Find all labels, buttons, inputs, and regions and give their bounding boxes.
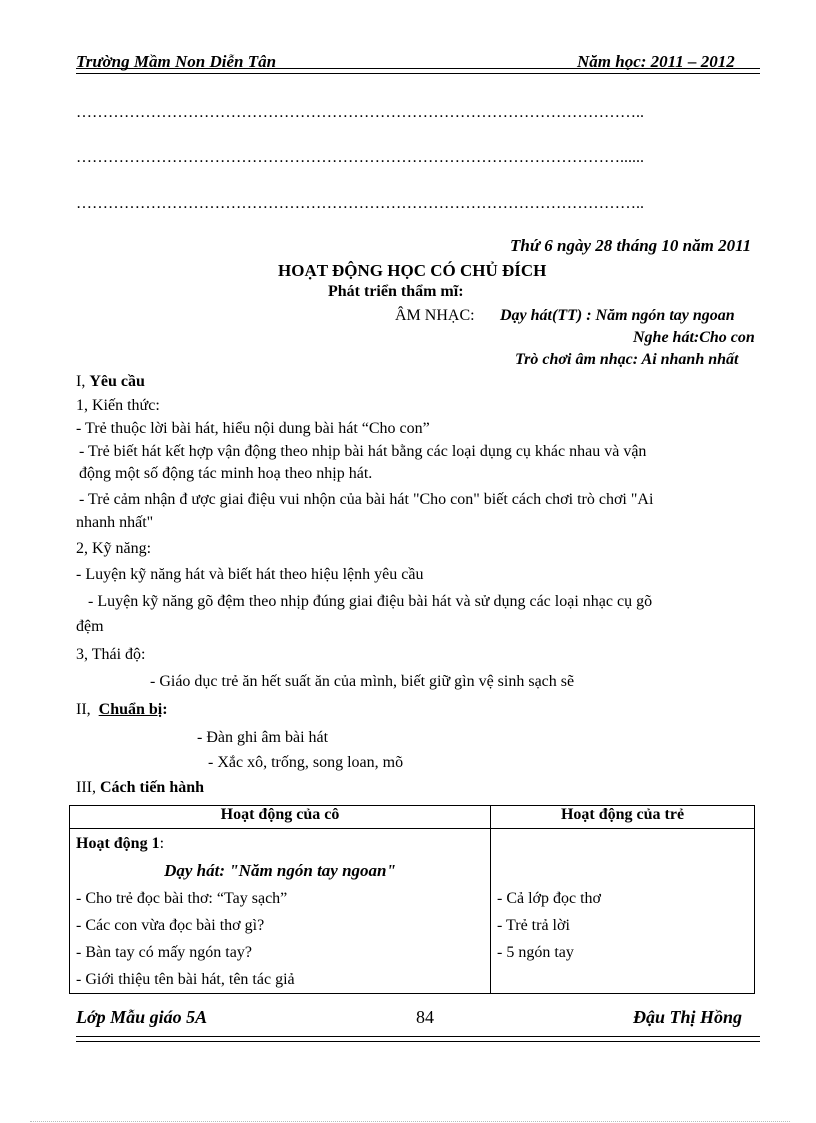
procedure-heading: III, Cách tiến hành (76, 779, 205, 796)
music-game: Trò chơi âm nhạc: Ai nhanh nhất (515, 351, 739, 368)
school-name: Trường Mầm Non Diễn Tân (76, 52, 277, 71)
knowledge-item-cont: nhanh nhất" (76, 514, 154, 531)
page-title: HOẠT ĐỘNG HỌC CÓ CHỦ ĐÍCH (278, 261, 547, 280)
child-step: - 5 ngón tay (497, 944, 574, 961)
column-header-child: Hoạt động của trẻ (491, 806, 755, 829)
knowledge-item: - Trẻ cảm nhận đ ược giai điệu vui nhộn của bài hát "Cho con" biết cách chơi trò chơi "Ai (79, 491, 654, 508)
requirements-heading: I, Yêu cầu (76, 373, 145, 390)
teacher-step: - Các con vừa đọc bài thơ gì? (76, 917, 265, 934)
child-activity-cell (491, 829, 755, 994)
skills-item: - Luyện kỹ năng gõ đệm theo nhịp đúng giai điệu bài hát và sử dụng các loại nhạc cụ gõ (88, 593, 653, 610)
music-listen: Nghe hát:Cho con (633, 329, 755, 346)
teacher-step: - Cho trẻ đọc bài thơ: “Tay sạch” (76, 890, 288, 907)
table-header-row (70, 806, 755, 829)
teacher-step: - Bàn tay có mấy ngón tay? (76, 944, 252, 961)
teacher-activity-cell (70, 829, 491, 994)
dotted-line: …………………………………………………………………………………………….. (76, 195, 644, 212)
activity-title: Dạy hát: "Năm ngón tay ngoan" (164, 861, 396, 880)
skills-item: - Luyện kỹ năng hát và biết hát theo hiệu lệnh yêu cầu (76, 566, 424, 583)
footer-teacher: Đậu Thị Hồng (633, 1007, 743, 1027)
page-number: 84 (416, 1007, 434, 1027)
attitude-item: - Giáo dục trẻ ăn hết suất ăn của mình, biết giữ gìn vệ sinh sạch sẽ (150, 673, 575, 690)
teacher-step: - Giới thiệu tên bài hát, tên tác giả (76, 971, 295, 988)
music-label: ÂM NHẠC: (395, 307, 475, 324)
lesson-date: Thứ 6 ngày 28 tháng 10 năm 2011 (510, 236, 752, 255)
table-row (70, 829, 755, 994)
school-year: Năm học: 2011 – 2012 (577, 52, 735, 71)
page-edge (30, 1121, 790, 1122)
footer-class: Lớp Mẫu giáo 5A (76, 1007, 208, 1027)
child-step: - Cả lớp đọc thơ (497, 890, 602, 907)
dotted-line: …………………………………………………………………………………………….. (76, 104, 644, 121)
header-rule (76, 68, 760, 74)
skills-item-cont: đệm (76, 618, 104, 635)
subject-heading: Phát triển thẩm mĩ: (328, 283, 464, 300)
activity-table (69, 805, 755, 994)
activity-label: Hoạt động 1: (76, 835, 165, 852)
attitude-heading: 3, Thái độ: (76, 646, 146, 663)
skills-heading: 2, Kỹ năng: (76, 540, 152, 557)
knowledge-heading: 1, Kiến thức: (76, 397, 160, 414)
preparation-item: - Xắc xô, trống, song loan, mõ (208, 754, 404, 771)
music-main: Dạy hát(TT) : Năm ngón tay ngoan (500, 307, 735, 324)
dotted-line: …………………………………………………………………………………………...... (76, 149, 644, 166)
column-header-teacher: Hoạt động của cô (70, 806, 491, 829)
child-step: - Trẻ trả lời (497, 917, 570, 934)
footer-rule (76, 1036, 760, 1042)
preparation-item: - Đàn ghi âm bài hát (197, 729, 329, 746)
knowledge-item: - Trẻ thuộc lời bài hát, hiểu nội dung bài hát “Cho con” (76, 420, 430, 437)
knowledge-item-cont: động một số động tác minh hoạ theo nhịp hát. (79, 465, 373, 482)
knowledge-item: - Trẻ biết hát kết hợp vận động theo nhịp bài hát bằng các loại dụng cụ khác nhau và vận (79, 443, 647, 460)
child-step (497, 966, 748, 993)
preparation-heading: II, Chuẩn bị: (76, 701, 168, 718)
